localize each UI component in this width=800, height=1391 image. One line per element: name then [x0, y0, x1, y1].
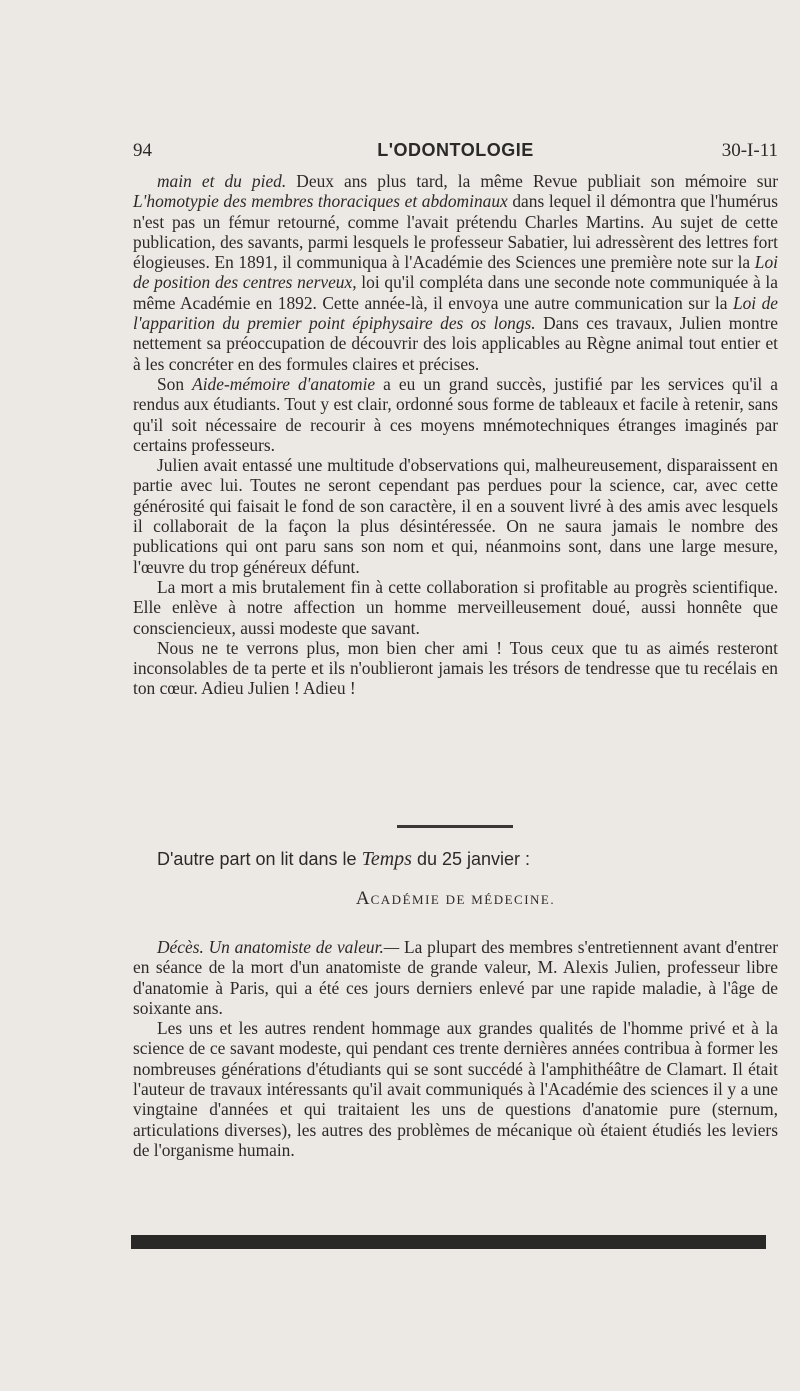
obituary-text [133, 171, 778, 699]
paragraph [133, 374, 778, 455]
text-run: Nous ne te verrons plus, mon bien cher ami ! Tous ceux que tu as aimés resteront inconsolables de ta perte et ils n'oublieront jamais les trésors de tendresse que tu recélais en ton cœur. Adieu Julien ! Adieu ! [133, 637, 778, 699]
newspaper-name: Temps [361, 848, 412, 870]
paragraph [133, 171, 778, 374]
paragraph [133, 577, 778, 638]
page-bottom-rule [131, 1235, 766, 1249]
text-run: a eu un grand succès, justifié par les services qu'il a rendus aux étudiants. Tout y est clair, ordonné sous forme de tableaux et facile à retenir, sans qu'il soit nécessaire de recourir à ces moyens mnémotechniques étranges imaginés par certains professeurs. [133, 373, 778, 455]
italic-text: Loi de position des centres nerveux, [133, 252, 778, 293]
text-run: loi qu'il compléta dans une seconde note communiquée à la même Académie en 1892. Cette année-là, il envoya une autre communication sur la [133, 272, 778, 313]
italic-text: L'homotypie des membres thoraciques et abdominaux [133, 191, 508, 212]
heading-word-2: DE [445, 892, 466, 907]
paragraph [133, 638, 778, 699]
italic-text: Loi de l'apparition du premier point épiphysaire des os longs. [133, 292, 778, 334]
text-run: Julien avait entassé une multitude d'observations qui, malheureusement, disparaissent en partie avec lui. Toutes ne seront cependant pas perdues pour la science, car, avec cette générosité qui faisait le fond de son caractère, il en a souvent livré à des amis avec lesquels il collaborait de la façon la plus désintéressée. On ne saura jamais le nombre des publications qui ont paru sans son nom et qui, néanmoins sont, dans une large mesure, l'œuvre du trop généreux défunt. [133, 455, 778, 577]
page-number: 94 [133, 140, 152, 161]
text-run: dans lequel il démontra que l'humérus n'est pas un fémur retourné, comme l'avait prétendu Charles Martins. Au sujet de cette publication, des savants, parmi lesquels le professeur Sabatier, lui adressèrent des lettres fort élogieuses. En 1891, il communiqua à l'Académie des Sciences une première note sur la [133, 191, 778, 273]
section-heading [133, 888, 778, 910]
heading-initial: A [355, 888, 371, 909]
heading-word-1: CADÉMIE [370, 892, 441, 907]
text-run: Deux ans plus tard, la même Revue publiait son mémoire sur [286, 171, 778, 191]
italic-text: Aide-mémoire d'anatomie [192, 373, 376, 394]
quoted-article-text [133, 937, 778, 1160]
text-run: Son [157, 373, 193, 394]
intro-before: D'autre part on lit dans le [157, 849, 362, 869]
journal-title: L'ODONTOLOGIE [377, 140, 534, 160]
text-run: Dans ces travaux, Julien montre nettement sa préoccupation de découvrir des lois applicables au Règne animal tout entier et à les concréter en des formules claires et précises. [133, 313, 778, 374]
issue-date: 30-I-11 [721, 140, 778, 161]
text-run: Les uns et les autres rendent hommage aux grandes qualités de l'homme privé et à la science de ce savant modeste, qui pendant ces trente dernières années contribua à former les nombreuses générations d'étudiants qui se sont succédé à l'amphithéâtre de Clamart. Il était l'auteur de travaux intéressants qu'il avait communiqués à l'Académie des sciences il y a une vingtaine d'années et qui traitaient les uns de questions d'anatomie pure (sternum, articulations diverses), les autres des problèmes de mécanique où étaient étudiés les leviers de l'organisme humain. [133, 1018, 778, 1160]
paragraph [133, 937, 778, 1018]
running-header [133, 140, 778, 166]
press-quote-intro [133, 848, 778, 871]
text-run: La mort a mis brutalement fin à cette collaboration si profitable au progrès scientifique. Elle enlève à notre affection un homme merveilleusement doué, aussi honnête que consciencieux, aussi modeste que savant. [133, 576, 778, 638]
text-run: La plupart des membres s'entretiennent avant d'entrer en séance de la mort d'un anatomiste de grande valeur, M. Alexis Julien, professeur libre d'anatomie à Paris, qui a été ces jours derniers enlevé par une rapide maladie, à l'âge de soixante ans. [133, 937, 778, 1018]
italic-text: Décès. Un anatomiste de valeur.— [157, 937, 400, 957]
italic-text: main et du pied. [157, 171, 287, 191]
section-divider [397, 825, 513, 828]
heading-word-3: MÉDECINE. [471, 892, 556, 907]
paragraph [133, 455, 778, 577]
intro-after: du 25 janvier : [411, 849, 531, 869]
paragraph [133, 1018, 778, 1160]
